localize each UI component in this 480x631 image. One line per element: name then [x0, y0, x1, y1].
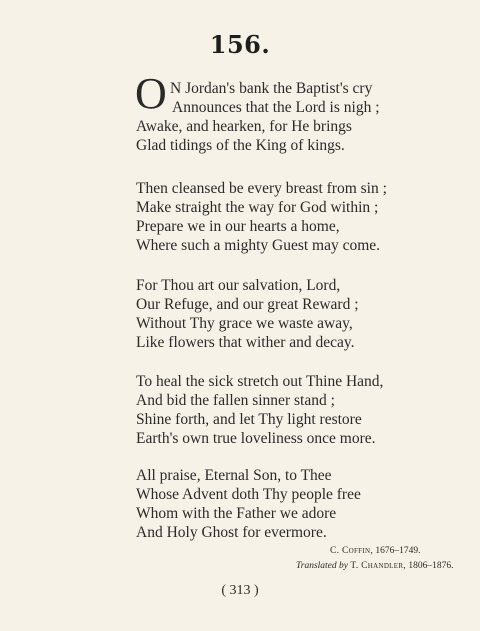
author-name: C. Coffin, [330, 546, 374, 556]
verse-line: Announces that the Lord is nigh ; [172, 99, 380, 116]
author-credit [330, 545, 421, 557]
verse-line: Glad tidings of the King of kings. [136, 137, 345, 154]
drop-cap-letter: O [135, 69, 167, 118]
translator-credit [296, 560, 453, 572]
verse-line: Awake, and hearken, for He brings [136, 118, 352, 135]
page-number: ( 313 ) [221, 583, 259, 598]
verse-line: All praise, Eternal Son, to Thee [136, 467, 332, 484]
translated-by-label: Translated by [296, 561, 348, 571]
author-dates: 1676–1749. [375, 546, 421, 556]
verse-line: Where such a mighty Guest may come. [136, 237, 381, 254]
hymn-number: 156. [209, 30, 271, 59]
verse-line: Whom with the Father we adore [136, 505, 337, 522]
verse-line: Like flowers that wither and decay. [136, 334, 355, 351]
verse-line: And bid the fallen sinner stand ; [136, 392, 335, 409]
translator-name: T. Chandler, [350, 561, 406, 571]
verse-line: Make straight the way for God within ; [136, 199, 379, 216]
translator-dates: 1806–1876. [408, 561, 454, 571]
verse-line: N Jordan's bank the Baptist's cry [170, 80, 373, 97]
verse-line: Prepare we in our hearts a home, [136, 218, 340, 235]
verse-line: Without Thy grace we waste away, [136, 315, 353, 332]
verse-line: And Holy Ghost for evermore. [136, 524, 327, 541]
verse-line: For Thou art our salvation, Lord, [136, 277, 341, 294]
verse-line: To heal the sick stretch out Thine Hand, [136, 373, 384, 390]
verse-line: Earth's own true loveliness once more. [136, 430, 376, 447]
verse-line: Our Refuge, and our great Reward ; [136, 296, 359, 313]
verse-line: Shine forth, and let Thy light restore [136, 411, 362, 428]
verse-line: Then cleansed be every breast from sin ; [136, 180, 387, 197]
verse-line: Whose Advent doth Thy people free [136, 486, 361, 503]
